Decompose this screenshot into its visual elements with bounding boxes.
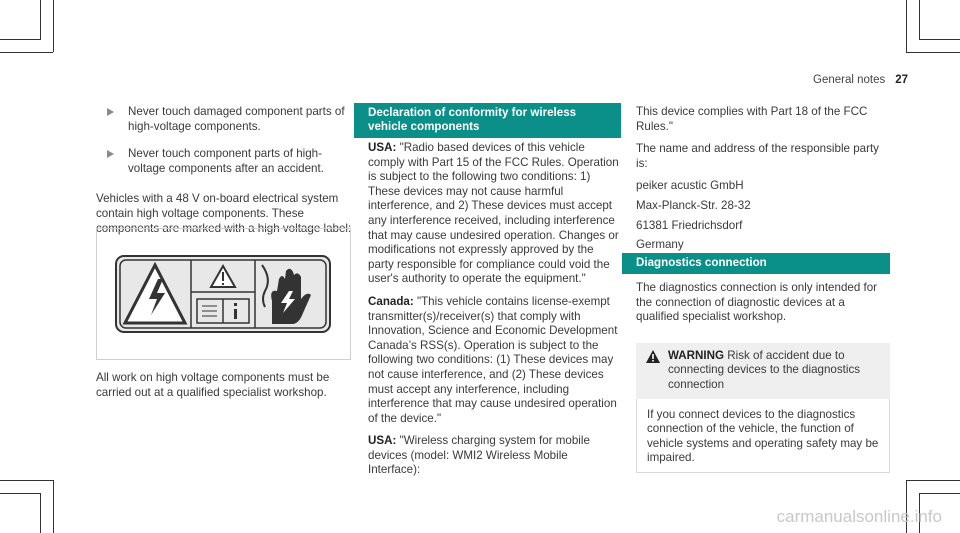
crop-mark	[40, 0, 41, 40]
paragraph: This device complies with Part 18 of the FCC Rules."	[636, 105, 868, 133]
warning-header	[636, 343, 890, 399]
list-item	[96, 105, 352, 134]
address-line: Max-Planck-Str. 28-32	[636, 198, 751, 212]
crop-mark	[0, 480, 53, 481]
high-voltage-label-image	[96, 228, 351, 360]
section-heading: Diagnostics connection	[622, 253, 890, 274]
warning-triangle-icon	[646, 350, 660, 363]
column-1-lower	[96, 371, 352, 408]
bullet-arrow-icon	[107, 108, 114, 116]
page-header	[813, 74, 908, 86]
crop-mark	[919, 493, 960, 494]
label-usa: USA:	[368, 141, 397, 154]
paragraph	[368, 295, 621, 426]
paragraph: The name and address of the responsible party is:	[636, 142, 879, 170]
warning-box	[636, 343, 890, 473]
crop-mark	[0, 52, 53, 53]
usa-text: "Radio based devices of this vehicle comply with Part 15 of the FCC Rules. Operation is subject to the following two conditions: 1) These devices may not cause harmful interference, and 2) These devices must accept any interference received, including interference that may cause undesired operation. Changes or modifications not expressly approved by the party responsible for compliance could void the user's authority to operate the equipment."	[368, 141, 619, 286]
address-line: peiker acustic GmbH	[636, 179, 744, 193]
label-canada: Canada:	[368, 294, 414, 308]
column-1	[96, 105, 352, 244]
address-line: Germany	[636, 238, 684, 252]
paragraph: All work on high voltage components must be carried out at a qualified specialist workshop.	[96, 371, 330, 399]
paragraph: The diagnostics connection is only intended for the connection of diagnostic devices at a qualified specialist workshop.	[636, 281, 878, 324]
diagnostics-section	[622, 253, 890, 473]
usa2-text: "Wireless charging system for mobile devices (model: WMI2 Wireless Mobile Interface):	[368, 434, 590, 477]
bullet-arrow-icon	[107, 150, 114, 158]
warning-text: Risk of accident due to connecting devices to the diagnostics connection	[668, 348, 861, 391]
bullet-text: Never touch damaged component parts of high-voltage components.	[128, 105, 345, 133]
crop-mark	[0, 493, 40, 494]
column-3	[636, 105, 890, 253]
crop-mark	[906, 52, 960, 53]
list-item	[96, 147, 352, 176]
label-usa-2: USA:	[368, 434, 397, 448]
watermark: carmanualsonline.info	[776, 507, 942, 526]
section-heading: Declaration of conformity for wireless vehicle components	[354, 103, 621, 138]
warning-body: If you connect devices to the diagnostics connection of the vehicle, the function of vehicle systems and operating safety may be impaired.	[636, 399, 890, 473]
section-title: General notes	[813, 74, 886, 86]
crop-mark	[40, 493, 41, 533]
crop-mark	[53, 480, 54, 533]
paragraph: Vehicles with a 48 V on-board electrical system contain high voltage components. These components are marked with a high voltage label:	[96, 192, 352, 235]
bullet-text: Never touch component parts of high-voltage components after an accident.	[128, 147, 324, 175]
paragraph	[368, 141, 621, 287]
crop-mark	[53, 0, 54, 52]
crop-mark	[0, 39, 40, 40]
high-voltage-label-icon	[97, 229, 350, 359]
warning-label: WARNING	[668, 348, 725, 362]
column-2	[354, 103, 621, 486]
canada-text: "This vehicle contains license-exempt transmitter(s)/receiver(s) that comply with Innovation, Science and Economic Development Canada’s RSS(s). Operation is subject to the following two conditions: (1) These devices may not cause interference, and (2) These devices must accept any interference, including interference that may cause undesired operation of the device."	[368, 294, 618, 425]
paragraph	[368, 434, 621, 478]
crop-mark	[906, 480, 960, 481]
crop-mark	[919, 39, 960, 40]
page-number: 27	[895, 74, 909, 86]
address	[636, 179, 890, 252]
crop-mark	[906, 0, 907, 52]
crop-mark	[919, 0, 920, 40]
address-line: 61381 Friedrichsdorf	[636, 218, 743, 232]
